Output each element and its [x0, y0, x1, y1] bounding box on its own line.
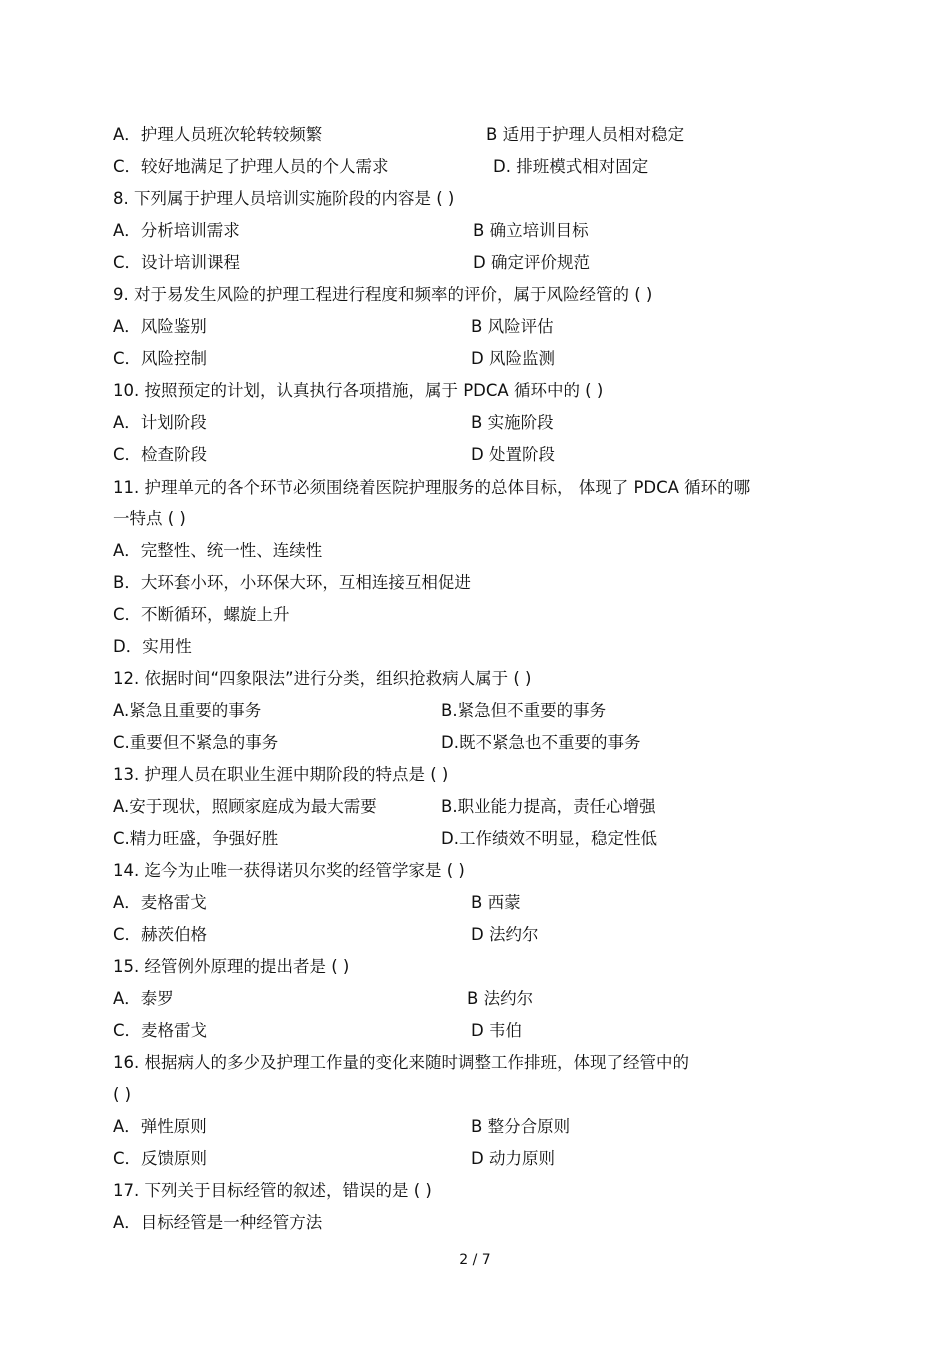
option-7c: C．较好地满足了护理人员的个人需求 — [113, 157, 389, 176]
option-7d: D. 排班模式相对固定 — [493, 157, 649, 176]
option-12d: D.既不紧急也不重要的事务 — [441, 733, 641, 752]
option-8d: D 确定评价规范 — [473, 253, 590, 272]
option-15b: B 法约尔 — [467, 989, 534, 1008]
question-11-continued: 一特点 ( ) — [113, 509, 186, 528]
question-15: 15. 经管例外原理的提出者是 ( ) — [113, 957, 350, 976]
option-11d: D．实用性 — [113, 637, 192, 656]
option-8a: A．分析培训需求 — [113, 221, 240, 240]
option-13d: D.工作绩效不明显，稳定性低 — [441, 829, 657, 848]
question-8: 8. 下列属于护理人员培训实施阶段的内容是 ( ) — [113, 189, 455, 208]
option-12b: B.紧急但不重要的事务 — [441, 701, 607, 720]
option-10c: C．检查阶段 — [113, 445, 208, 464]
option-16a: A．弹性原则 — [113, 1117, 207, 1136]
page-number: 2 / 7 — [459, 1252, 491, 1268]
option-8c: C．设计培训课程 — [113, 253, 241, 272]
option-9a: A．风险鉴别 — [113, 317, 207, 336]
question-13: 13. 护理人员在职业生涯中期阶段的特点是 ( ) — [113, 765, 449, 784]
option-13a: A.安于现状，照顾家庭成为最大需要 — [113, 797, 377, 816]
option-12a: A.紧急且重要的事务 — [113, 701, 262, 720]
option-14d: D 法约尔 — [471, 925, 539, 944]
question-12: 12. 依据时间“四象限法”进行分类，组织抢救病人属于 ( ) — [113, 669, 532, 688]
question-14: 14. 迄今为止唯一获得诺贝尔奖的经管学家是 ( ) — [113, 861, 465, 880]
option-14b: B 西蒙 — [471, 893, 521, 912]
option-8b: B 确立培训目标 — [473, 221, 589, 240]
option-10d: D 处置阶段 — [471, 445, 555, 464]
option-11a: A．完整性、统一性、连续性 — [113, 541, 323, 560]
option-12c: C.重要但不紧急的事务 — [113, 733, 279, 752]
question-16-continued: ( ) — [113, 1085, 132, 1104]
option-15d: D 韦伯 — [471, 1021, 522, 1040]
option-9b: B 风险评估 — [471, 317, 554, 336]
option-16b: B 整分合原则 — [471, 1117, 571, 1136]
question-16: 16. 根据病人的多少及护理工作量的变化来随时调整工作排班，体现了经管中的 — [113, 1053, 689, 1072]
question-17: 17. 下列关于目标经管的叙述，错误的是 ( ) — [113, 1181, 432, 1200]
option-15c: C．麦格雷戈 — [113, 1021, 208, 1040]
option-13b: B.职业能力提高，责任心增强 — [441, 797, 656, 816]
option-16c: C．反馈原则 — [113, 1149, 208, 1168]
option-10a: A．计划阶段 — [113, 413, 207, 432]
option-17a: A．目标经管是一种经管方法 — [113, 1213, 323, 1232]
question-10: 10. 按照预定的计划，认真执行各项措施，属于 PDCA 循环中的 ( ) — [113, 381, 604, 400]
option-7b: B 适用于护理人员相对稳定 — [486, 125, 685, 144]
option-13c: C.精力旺盛，争强好胜 — [113, 829, 279, 848]
option-9c: C．风险控制 — [113, 349, 208, 368]
option-10b: B 实施阶段 — [471, 413, 554, 432]
option-15a: A．泰罗 — [113, 989, 174, 1008]
option-14a: A．麦格雷戈 — [113, 893, 207, 912]
option-7a: A．护理人员班次轮转较频繁 — [113, 125, 323, 144]
option-11b: B．大环套小环，小环保大环，互相连接互相促进 — [113, 573, 471, 592]
option-14c: C．赫茨伯格 — [113, 925, 208, 944]
question-11: 11. 护理单元的各个环节必须围绕着医院护理服务的总体目标， 体现了 PDCA 循环的哪 — [113, 478, 751, 497]
option-9d: D 风险监测 — [471, 349, 555, 368]
option-11c: C．不断循环，螺旋上升 — [113, 605, 290, 624]
question-9: 9. 对于易发生风险的护理工程进行程度和频率的评价，属于风险经管的 ( ) — [113, 285, 653, 304]
option-16d: D 动力原则 — [471, 1149, 555, 1168]
